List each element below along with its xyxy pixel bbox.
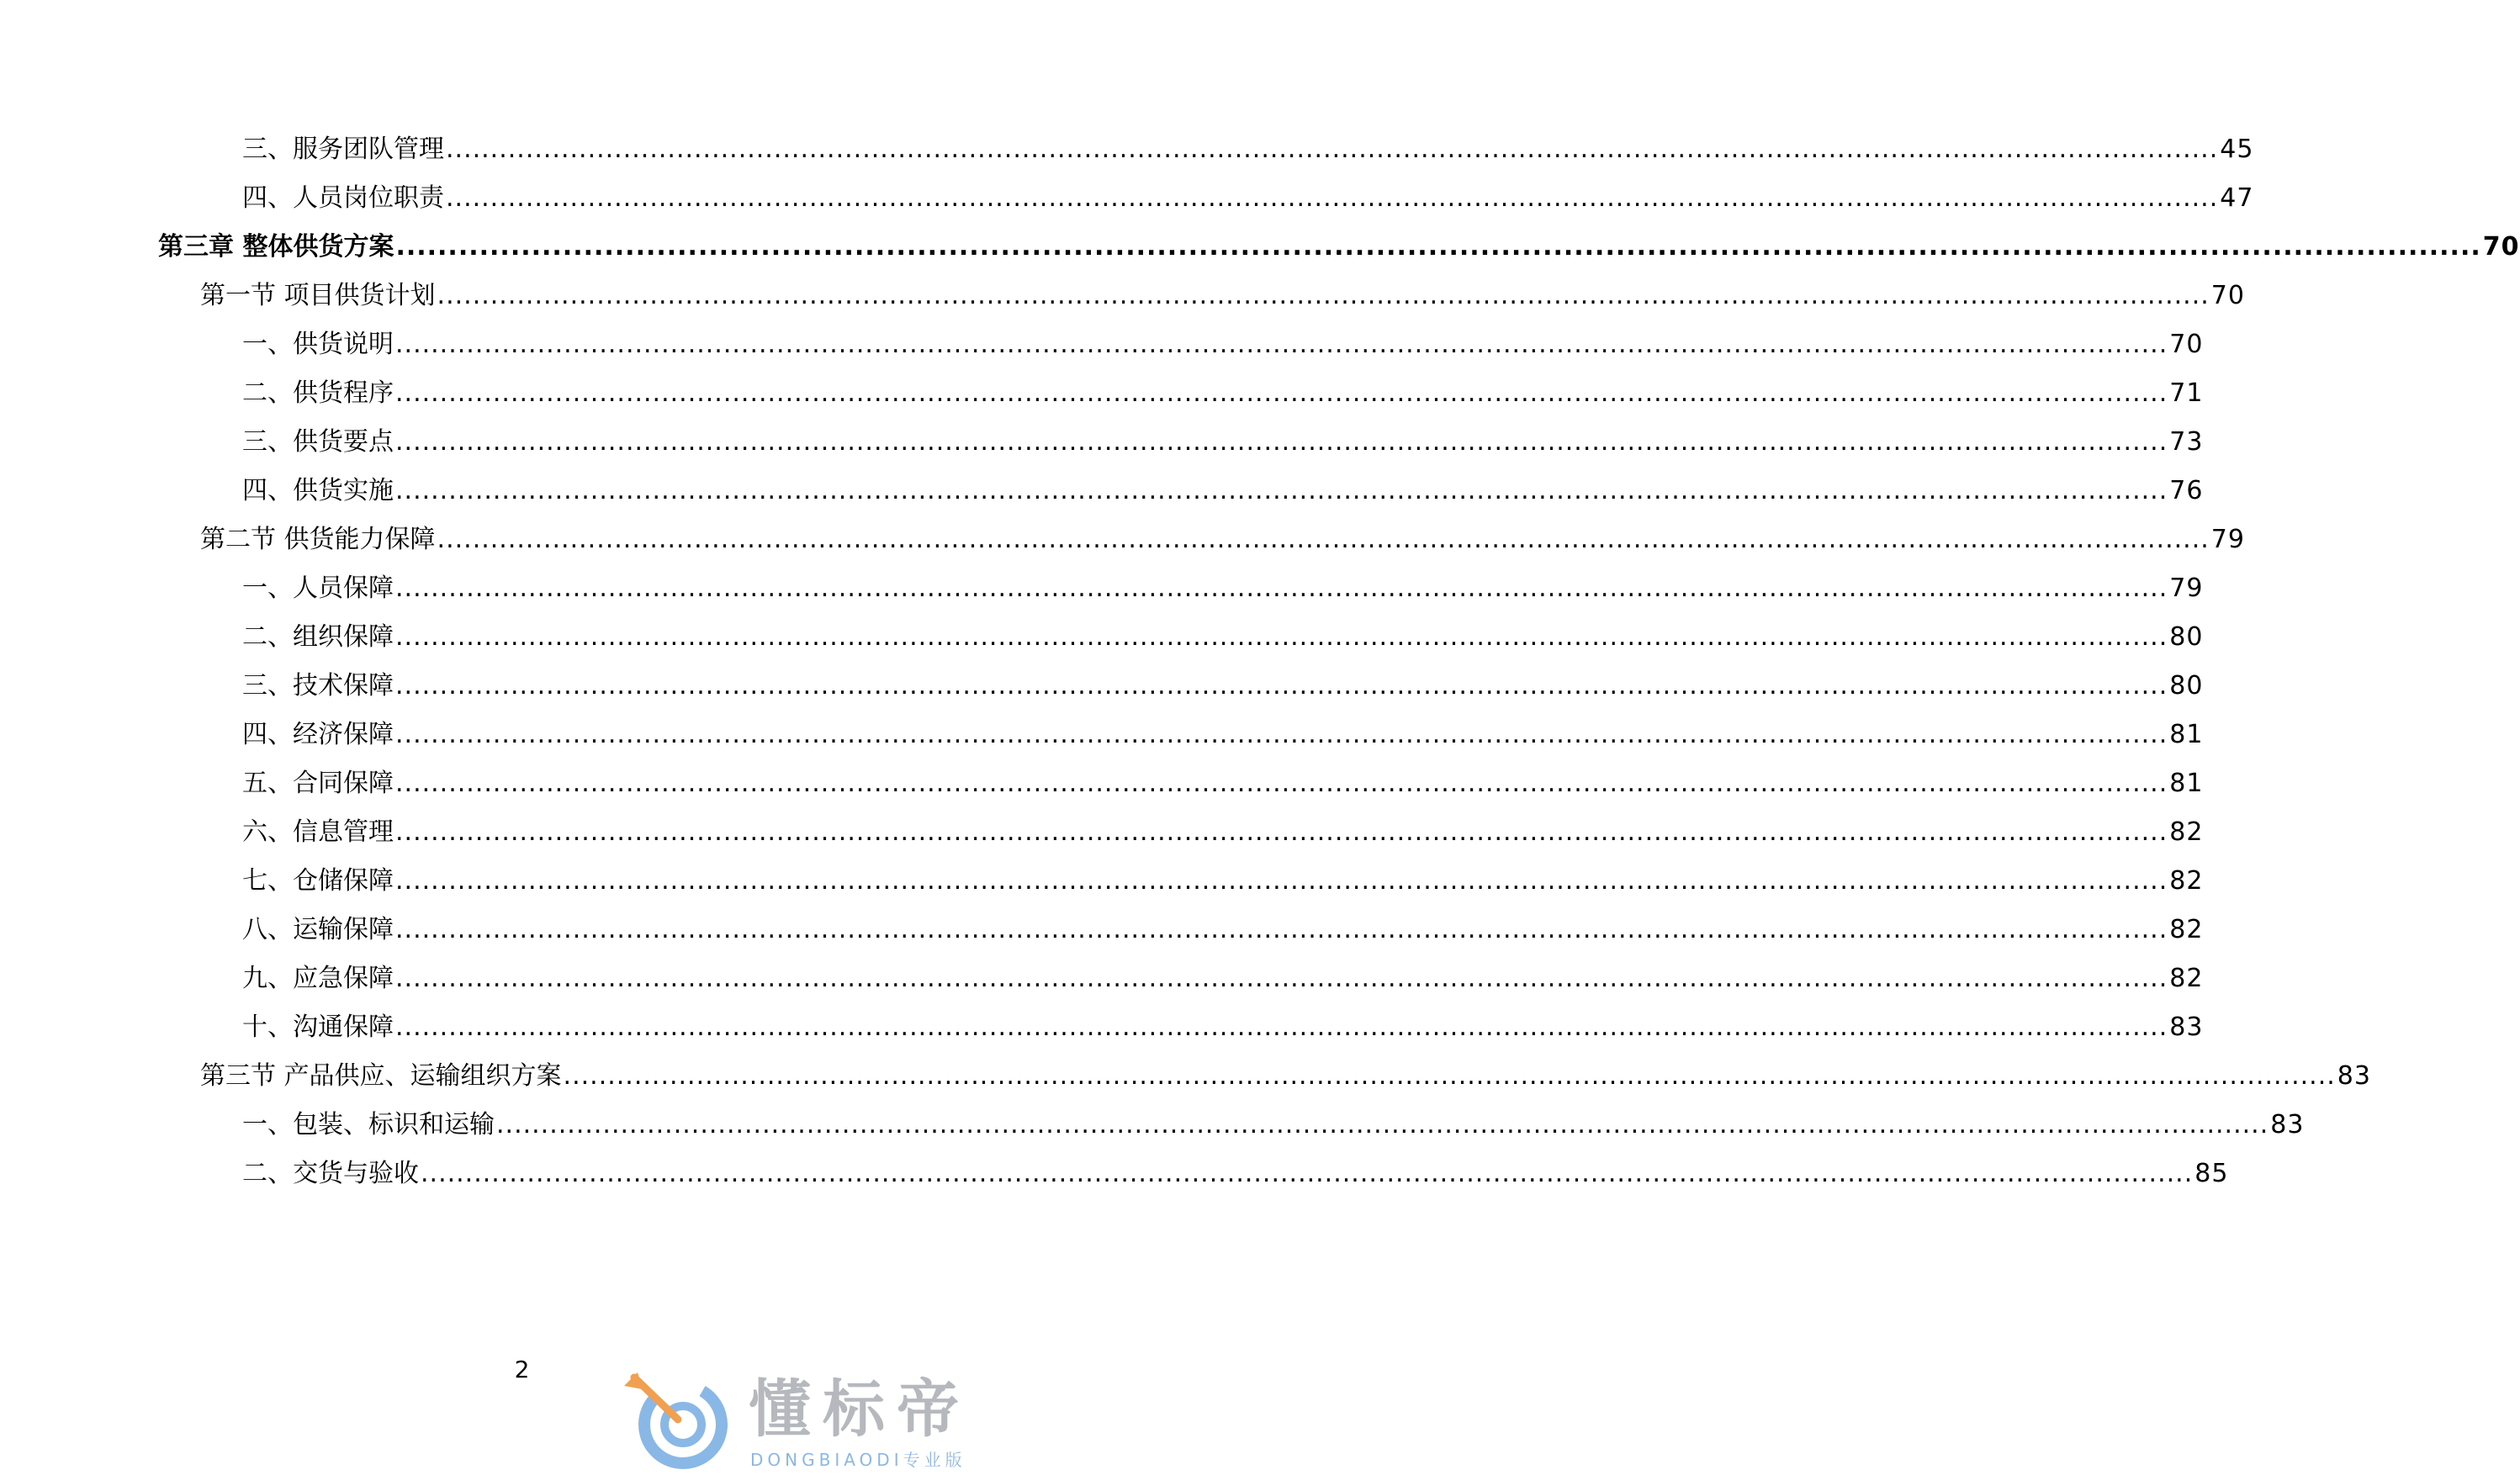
toc-leader-dots: ........................................................................................................................................................................................................ bbox=[395, 1012, 2168, 1042]
toc-entry bbox=[242, 996, 2204, 1044]
toc-entry-title: 第三节 产品供应、运输组织方案 bbox=[200, 1061, 562, 1091]
toc-entry-page: 85 bbox=[2194, 1159, 2229, 1188]
toc-entry-title: 三、供货要点 bbox=[242, 427, 394, 457]
toc-leader-dots: ........................................................................................................................................................................................................ bbox=[446, 135, 2219, 164]
toc-entry-title: 一、包装、标识和运输 bbox=[242, 1110, 495, 1139]
toc-entry bbox=[242, 801, 2204, 849]
toc-entry-page: 79 bbox=[2169, 574, 2204, 603]
toc-leader-dots: ........................................................................................................................................................................................................ bbox=[395, 964, 2168, 993]
toc-entry bbox=[242, 557, 2204, 605]
toc-entry-title: 一、供货说明 bbox=[242, 330, 394, 359]
toc-entry-title: 第二节 供货能力保障 bbox=[200, 525, 436, 554]
toc-entry bbox=[242, 752, 2204, 801]
toc-entry-title: 第三章 整体供货方案 bbox=[158, 232, 394, 262]
toc-entry-page: 83 bbox=[2337, 1061, 2371, 1091]
toc-leader-dots: ........................................................................................................................................................................................................ bbox=[563, 1061, 2336, 1091]
toc-entry bbox=[242, 605, 2204, 654]
watermark-name: 懂标帝 bbox=[749, 1373, 971, 1446]
toc-entry-page: 80 bbox=[2169, 671, 2204, 700]
toc-entry bbox=[242, 898, 2204, 947]
toc-entry-page: 70 bbox=[2169, 330, 2204, 359]
toc-entry-title: 四、人员岗位职责 bbox=[242, 183, 444, 213]
toc-entry-title: 一、人员保障 bbox=[242, 574, 394, 603]
toc-entry-page: 47 bbox=[2220, 183, 2254, 213]
toc-entry-page: 83 bbox=[2169, 1012, 2204, 1042]
toc-entry-title: 四、经济保障 bbox=[242, 720, 394, 749]
toc-entry bbox=[242, 654, 2204, 703]
toc-entry-title: 十、沟通保障 bbox=[242, 1012, 394, 1042]
toc-entry-page: 80 bbox=[2169, 622, 2204, 652]
toc-entry-title: 二、交货与验收 bbox=[242, 1159, 419, 1188]
toc-entry-section bbox=[200, 1044, 2371, 1093]
toc-entry-page: 83 bbox=[2270, 1110, 2305, 1139]
toc-entry bbox=[242, 703, 2204, 752]
toc-leader-dots: ........................................................................................................................................................................................................ bbox=[395, 378, 2168, 408]
toc-entry bbox=[242, 362, 2204, 410]
toc-leader-dots: ........................................................................................................................................................................................................ bbox=[395, 330, 2168, 359]
toc-leader-dots: ........................................................................................................................................................................................................ bbox=[395, 232, 2481, 262]
toc-entry-title: 二、供货程序 bbox=[242, 378, 394, 408]
toc-entry-page: 45 bbox=[2220, 135, 2254, 164]
toc-leader-dots: ........................................................................................................................................................................................................ bbox=[496, 1110, 2269, 1139]
watermark-subtitle: DONGBIAODI专业版 bbox=[750, 1450, 966, 1470]
toc-leader-dots: ........................................................................................................................................................................................................ bbox=[437, 281, 2210, 310]
toc-entry bbox=[242, 1142, 2229, 1191]
toc-leader-dots: ........................................................................................................................................................................................................ bbox=[395, 769, 2168, 798]
toc-entry-section bbox=[200, 508, 2245, 557]
toc-entry bbox=[242, 1093, 2305, 1142]
toc-leader-dots: ........................................................................................................................................................................................................ bbox=[395, 476, 2168, 505]
toc-entry-title: 七、仓储保障 bbox=[242, 866, 394, 896]
toc-entry-page: 71 bbox=[2169, 378, 2204, 408]
toc-entry-page: 70 bbox=[2482, 232, 2520, 262]
toc-entry-title: 三、技术保障 bbox=[242, 671, 394, 700]
toc-entry-page: 82 bbox=[2169, 866, 2204, 896]
toc-leader-dots: ........................................................................................................................................................................................................ bbox=[395, 866, 2168, 896]
toc-entry bbox=[242, 167, 2254, 215]
toc-entry bbox=[242, 313, 2204, 362]
toc-entry-title: 二、组织保障 bbox=[242, 622, 394, 652]
toc-leader-dots: ........................................................................................................................................................................................................ bbox=[395, 622, 2168, 652]
toc-leader-dots: ........................................................................................................................................................................................................ bbox=[437, 525, 2210, 554]
toc-entry-title: 六、信息管理 bbox=[242, 817, 394, 847]
toc-entry-page: 81 bbox=[2169, 769, 2204, 798]
toc-leader-dots: ........................................................................................................................................................................................................ bbox=[395, 574, 2168, 603]
toc-entry-page: 79 bbox=[2210, 525, 2245, 554]
toc-entry-section bbox=[200, 264, 2245, 313]
toc-entry-title: 九、应急保障 bbox=[242, 964, 394, 993]
page-number: 2 bbox=[514, 1356, 530, 1383]
toc-entry bbox=[242, 118, 2254, 167]
toc-leader-dots: ........................................................................................................................................................................................................ bbox=[421, 1159, 2194, 1188]
target-logo-icon bbox=[622, 1371, 732, 1472]
toc-entry-page: 70 bbox=[2210, 281, 2245, 310]
toc-entry-page: 73 bbox=[2169, 427, 2204, 457]
toc-entry-title: 第一节 项目供货计划 bbox=[200, 281, 436, 310]
toc-entry bbox=[242, 947, 2204, 996]
toc-entry-page: 76 bbox=[2169, 476, 2204, 505]
toc-entry-title: 五、合同保障 bbox=[242, 769, 394, 798]
toc-entry-page: 82 bbox=[2169, 964, 2204, 993]
toc-entry bbox=[242, 459, 2204, 508]
toc-leader-dots: ........................................................................................................................................................................................................ bbox=[395, 720, 2168, 749]
toc-leader-dots: ........................................................................................................................................................................................................ bbox=[395, 427, 2168, 457]
toc-entry-title: 八、运输保障 bbox=[242, 915, 394, 944]
toc-leader-dots: ........................................................................................................................................................................................................ bbox=[446, 183, 2219, 213]
toc-entry-page: 82 bbox=[2169, 915, 2204, 944]
toc-leader-dots: ........................................................................................................................................................................................................ bbox=[395, 671, 2168, 700]
toc-entry-chapter bbox=[158, 215, 2520, 264]
toc-leader-dots: ........................................................................................................................................................................................................ bbox=[395, 915, 2168, 944]
toc-entry-page: 81 bbox=[2169, 720, 2204, 749]
toc-entry-title: 四、供货实施 bbox=[242, 476, 394, 505]
toc-leader-dots: ........................................................................................................................................................................................................ bbox=[395, 817, 2168, 847]
toc-entry bbox=[242, 410, 2204, 459]
toc-entry bbox=[242, 849, 2204, 898]
toc-entry-page: 82 bbox=[2169, 817, 2204, 847]
toc-entry-title: 三、服务团队管理 bbox=[242, 135, 444, 164]
watermark bbox=[622, 1371, 1026, 1472]
